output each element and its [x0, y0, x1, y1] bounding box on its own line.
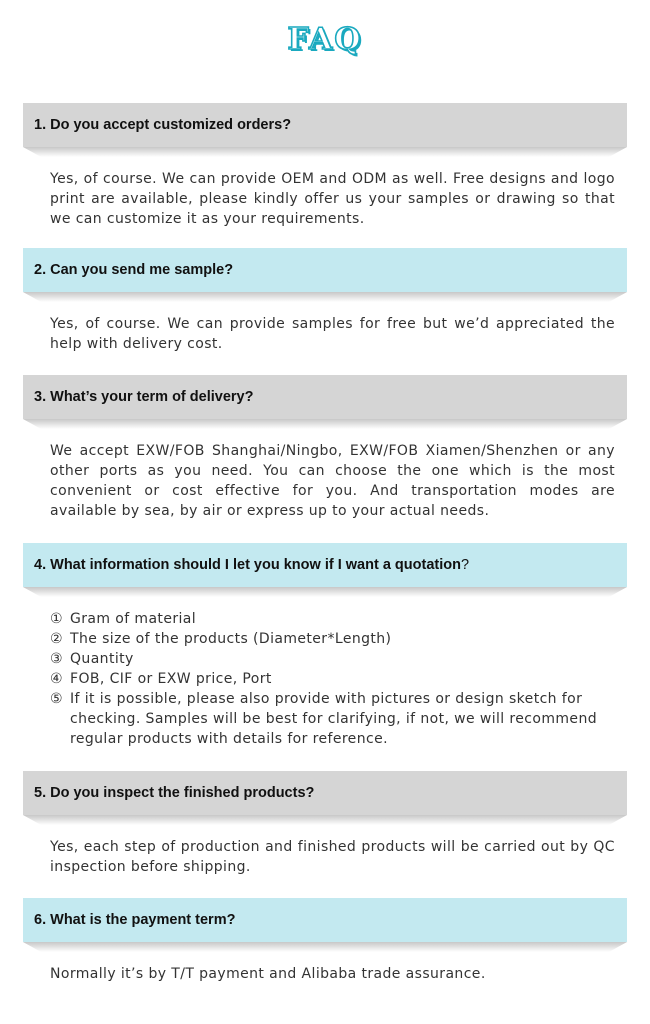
faq-number-5: 5: [34, 785, 43, 801]
list-item: [50, 689, 615, 749]
list-marker: ②: [50, 631, 63, 647]
list-item: [50, 629, 615, 649]
faq-item-3: [23, 375, 627, 521]
faq-question-2: 2. Can you send me sample?: [23, 248, 627, 292]
faq-answer-6: Normally it’s by T/T payment and Alibaba trade assurance.: [50, 966, 486, 982]
list-marker: ⑤: [50, 691, 63, 707]
list-item-text: FOB, CIF or EXW price, Port: [70, 671, 272, 687]
faq-item-5: [23, 771, 627, 877]
page-title: FAQ: [287, 22, 363, 57]
faq-answer-1: Yes, of course. We can provide OEM and ODM as well. Free designs and logo print are available, please kindly offer us your samples or drawing so that we can customize it as your requirements.: [50, 171, 615, 227]
faq-question-1: 1. Do you accept customized orders?: [23, 103, 627, 147]
list-item: [50, 609, 615, 629]
faq-question-3: 3. What’s your term of delivery?: [23, 375, 627, 419]
list-item-text: Quantity: [70, 651, 134, 667]
faq-question-mark-4: ?: [460, 557, 470, 573]
faq-number-1: 1: [34, 117, 43, 133]
list-item-text: Gram of material: [70, 611, 197, 627]
faq-question-5: 5. Do you inspect the finished products?: [23, 771, 627, 815]
list-marker: ③: [50, 651, 63, 667]
faq-question-text-4: What information should I let you know if I want a quotation: [50, 557, 461, 573]
faq-answer-2: Yes, of course. We can provide samples for free but we’d appreciated the help with delivery cost.: [50, 316, 615, 352]
faq-answer-4-list: [50, 609, 615, 749]
faq-number-6: 6: [34, 912, 43, 928]
list-item-text: The size of the products (Diameter*Length): [70, 631, 392, 647]
list-item: [50, 649, 615, 669]
list-item: [50, 669, 615, 689]
faq-question-text-3: What’s your term of delivery?: [50, 389, 254, 405]
faq-item-2: [23, 248, 627, 354]
faq-number-2: 2: [34, 262, 43, 278]
faq-question-text-5: Do you inspect the finished products?: [50, 785, 315, 801]
faq-item-6: [23, 898, 627, 984]
list-item-text: If it is possible, please also provide with pictures or design sketch for checking. Samples will be best for clarifying, if not, we will recommend regular products with details for reference.: [70, 691, 598, 747]
faq-number-4: 4: [34, 557, 43, 573]
faq-number-3: 3: [34, 389, 43, 405]
faq-question-text-2: Can you send me sample?: [50, 262, 234, 278]
faq-item-4: [23, 543, 627, 749]
faq-item-1: [23, 103, 627, 229]
list-marker: ④: [50, 671, 63, 687]
list-marker: ①: [50, 611, 63, 627]
faq-question-text-6: What is the payment term?: [50, 912, 236, 928]
faq-answer-5: Yes, each step of production and finished products will be carried out by QC inspection before shipping.: [50, 839, 615, 875]
faq-question-6: 6. What is the payment term?: [23, 898, 627, 942]
faq-answer-3: We accept EXW/FOB Shanghai/Ningbo, EXW/FOB Xiamen/Shenzhen or any other ports as you need. You can choose the one which is the most convenient or cost effective for you. And transportation modes are available by sea, by air or express up to your actual needs.: [50, 443, 615, 519]
faq-question-4: 4. What information should I let you know if I want a quotation?: [23, 543, 627, 587]
faq-question-text-1: Do you accept customized orders?: [50, 117, 292, 133]
